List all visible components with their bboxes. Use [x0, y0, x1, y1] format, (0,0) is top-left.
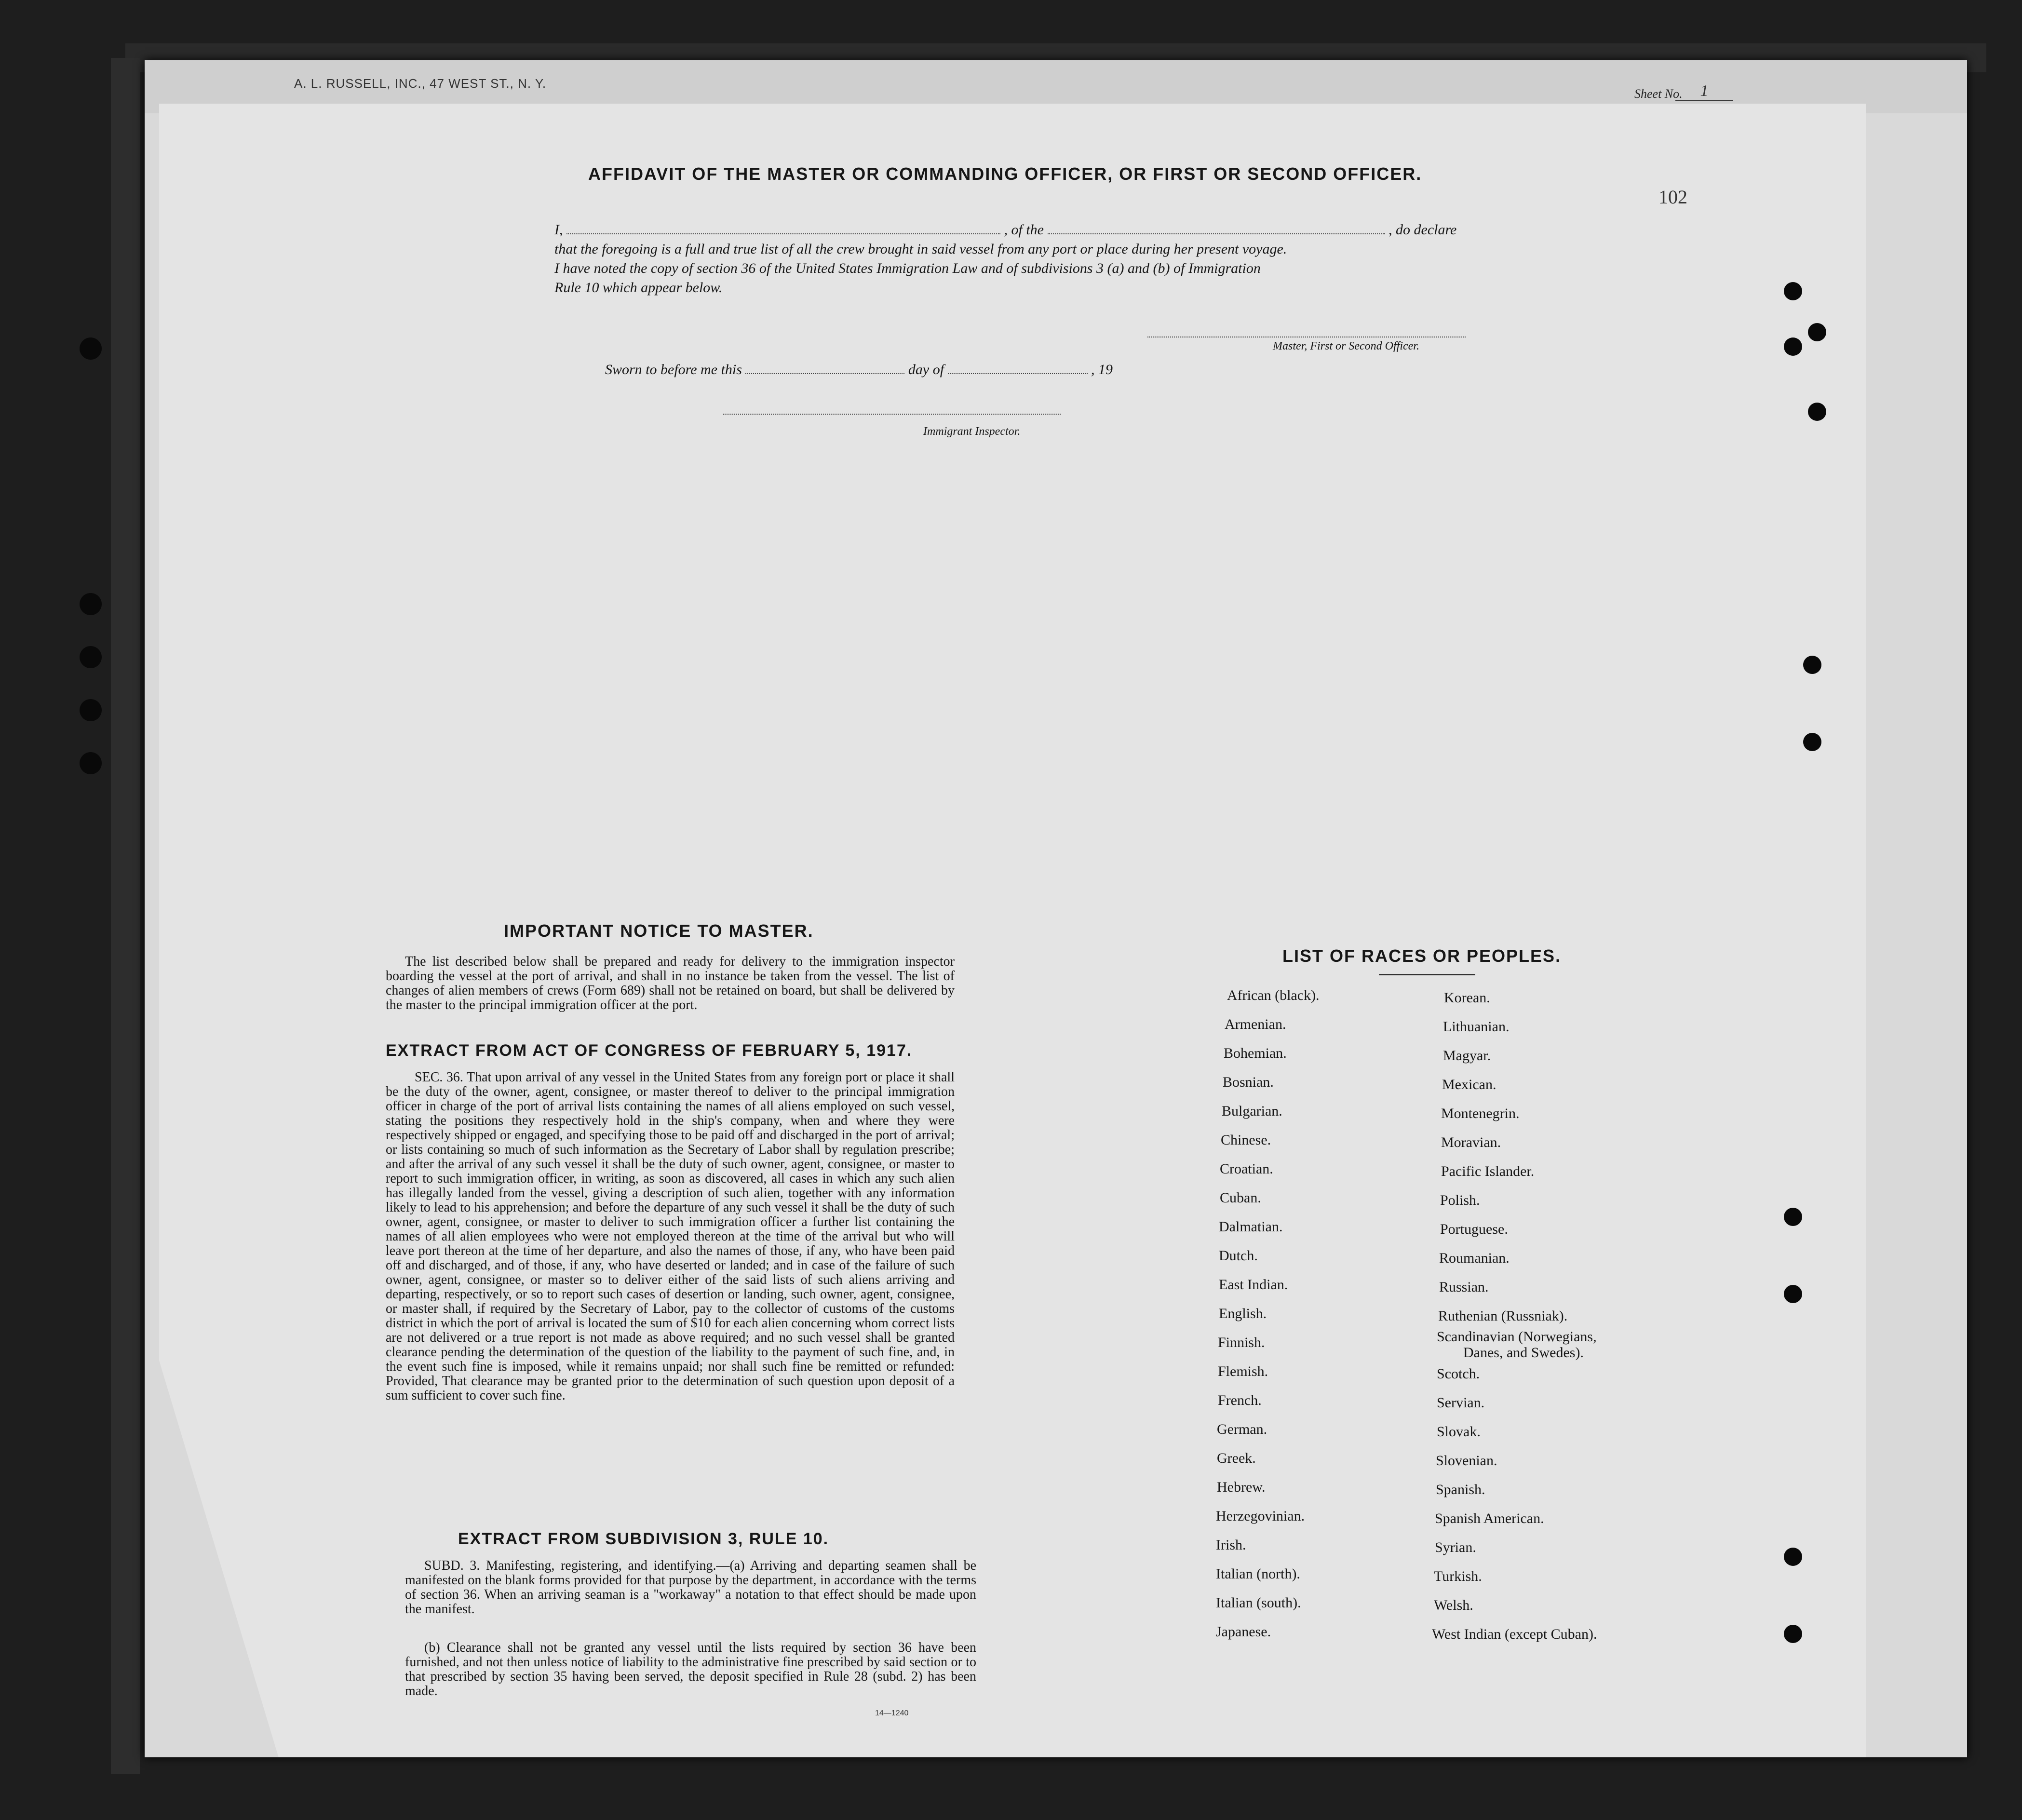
race-item: Dutch. [1219, 1248, 1258, 1264]
extract-act-title: EXTRACT FROM ACT OF CONGRESS OF FEBRUARY 5, 1917. [386, 1041, 913, 1060]
race-item: Hebrew. [1217, 1479, 1266, 1495]
race-item: Ruthenian (Russniak). [1438, 1308, 1568, 1324]
name-blank [566, 233, 1000, 234]
binder-hole [80, 593, 102, 615]
extract-rule-body-a: SUBD. 3. Manifesting, registering, and identifying.—(a) Arriving and departing seamen shall be manifested on the blank forms provided for that purpose by the department, in accordance with the terms of section 36. When an arriving seaman is a "workaway" a notation to that effect should be made upon the manifest. [405, 1558, 976, 1617]
binder-hole [1808, 323, 1826, 341]
binder-hole [1784, 1285, 1802, 1303]
race-item: Armenian. [1225, 1016, 1286, 1032]
race-item: Pacific Islander. [1441, 1163, 1535, 1179]
vessel-blank [1048, 233, 1385, 234]
sworn-text: Sworn to before me this [605, 362, 742, 377]
race-item: Slovak. [1437, 1424, 1481, 1440]
sheet-number-label: Sheet No. [1634, 87, 1683, 101]
race-item: Finnish. [1218, 1335, 1265, 1350]
extract-rule-title: EXTRACT FROM SUBDIVISION 3, RULE 10. [458, 1530, 829, 1548]
sworn-year: , 19 [1091, 362, 1113, 377]
binder-hole [1784, 337, 1802, 356]
binder-hole [1803, 733, 1821, 751]
race-item: Portuguese. [1440, 1221, 1508, 1237]
sheet-number-value: 1 [1675, 82, 1733, 101]
binder-hole [1803, 656, 1821, 674]
binder-hole [80, 699, 102, 721]
extract-rule-body-b: (b) Clearance shall not be granted any vessel until the lists required by section 36 have been furnished, and not then unless notice of liability to the administrative fine prescribed by said section or to that prescribed by section 35 having been served, the deposit specified in Rule 28 (subd. 2) has been made. [405, 1640, 976, 1699]
affidavit-line-3: I have noted the copy of section 36 of the United States Immigration Law and of subdivisions 3 (a) and (b) of Immigration [554, 260, 1261, 276]
race-item: Spanish American. [1435, 1510, 1544, 1526]
affidavit-line-4: Rule 10 which appear below. [554, 280, 723, 296]
page-edge-left [111, 58, 140, 1774]
races-title-rule [1379, 974, 1475, 975]
race-item: Greek. [1217, 1450, 1256, 1466]
sworn-line [605, 362, 1113, 378]
race-item: Turkish. [1434, 1568, 1482, 1584]
race-item: Slovenian. [1436, 1453, 1497, 1469]
binder-hole [1784, 1625, 1802, 1643]
race-item: German. [1217, 1421, 1267, 1437]
master-signature-caption: Master, First or Second Officer. [1273, 340, 1419, 352]
race-item: Magyar. [1443, 1048, 1491, 1064]
affidavit-i: I, [554, 222, 563, 238]
race-item: Scotch. [1437, 1366, 1480, 1382]
race-item: Chinese. [1221, 1132, 1271, 1148]
race-item: African (black). [1227, 987, 1320, 1003]
race-item: Moravian. [1441, 1134, 1501, 1150]
race-item: West Indian (except Cuban). [1432, 1626, 1597, 1642]
race-item: East Indian. [1219, 1277, 1288, 1293]
affidavit-of-the: , of the [1004, 222, 1044, 238]
binder-hole [80, 752, 102, 774]
race-item: Russian. [1439, 1279, 1489, 1295]
race-item: Italian (north). [1216, 1566, 1300, 1582]
race-item: Dalmatian. [1219, 1219, 1283, 1235]
binder-hole [1808, 403, 1826, 421]
binder-hole [1784, 1548, 1802, 1566]
race-item: Scandinavian (Norwegians, [1437, 1329, 1597, 1345]
binder-hole [80, 646, 102, 668]
race-item: French. [1218, 1392, 1262, 1408]
race-item: Welsh. [1434, 1597, 1473, 1613]
inspector-signature-line [723, 414, 1061, 415]
form-number: 14—1240 [875, 1709, 909, 1717]
race-item: English. [1219, 1306, 1267, 1321]
race-item: Servian. [1437, 1395, 1485, 1411]
race-item: Flemish. [1218, 1363, 1268, 1379]
race-item: Spanish. [1436, 1482, 1485, 1497]
sworn-day-of: day of [908, 362, 944, 377]
affidavit-line-1 [554, 222, 1456, 238]
race-item: Bosnian. [1223, 1074, 1274, 1090]
affidavit-title: AFFIDAVIT OF THE MASTER OR COMMANDING OFFICER, OR FIRST OR SECOND OFFICER. [588, 164, 1422, 184]
extract-act-body: SEC. 36. That upon arrival of any vessel in the United States from any foreign port or place it shall be the duty of the owner, agent, consignee, or master thereof to deliver to the principal immigration officer in charge of the port of arrival lists containing the names of all aliens employed on such vessel, stating the positions they respectively hold in the ship's company, when and where they were respectively shipped or engaged, and specifying those to be paid off and discharged in the port of arrival; or lists containing so much of such information as the Secretary of Labor shall by regulation prescribe; and after the arrival of any such vessel it shall be the duty of such owner, agent, consignee, or master to report to such immigration officer, in writing, as soon as discovered, all cases in which any such alien has illegally landed from the vessel, giving a description of such alien, together with any information likely to lead to his apprehension; and before the departure of any such vessel it shall be the duty of such owner, agent, consignee, or master to deliver to such immigration officer a further list containing the names of all alien employees who were not employed thereon at the time of the arrival but who will leave port thereon at the time of her departure, and also the names of those, if any, who have been paid off and discharged, and of those, if any, who have deserted or landed; and in case of the failure of such owner, agent, consignee, or master so to deliver either of the said lists of such aliens arriving and departing, respectively, or so to report such cases of desertion or landing, such owner, agent, consignee, or master shall, if required by the Secretary of Labor, pay to the collector of customs of the customs district in which the port of arrival is located the sum of $10 for each alien concerning whom correct lists are not delivered or a true report is not made as above required; and no such vessel shall be granted clearance pending the determination of the question of the liability to the payment of such fine, and, in the event such fine is imposed, while it remains unpaid; nor shall such fine be remitted or refunded: Provided, That clearance may be granted prior to the determination of such question upon deposit of a sum sufficient to cover such fine. [386, 1070, 955, 1403]
affidavit-sheet [159, 104, 1866, 1757]
affidavit-declare: , do declare [1388, 222, 1457, 238]
printer-imprint: A. L. RUSSELL, INC., 47 WEST ST., N. Y. [294, 76, 547, 91]
binder-hole [1784, 1208, 1802, 1226]
race-item: Polish. [1440, 1192, 1480, 1208]
notice-title: IMPORTANT NOTICE TO MASTER. [504, 921, 814, 941]
race-item: Korean. [1444, 990, 1490, 1006]
race-item: Herzegovinian. [1216, 1508, 1305, 1524]
race-item: Italian (south). [1216, 1595, 1301, 1611]
race-item: Montenegrin. [1441, 1105, 1520, 1121]
affidavit-line-2: that the foregoing is a full and true list of all the crew brought in said vessel from any port or place during her present voyage. [554, 241, 1287, 257]
race-item: Syrian. [1435, 1539, 1476, 1555]
inspector-signature-caption: Immigrant Inspector. [923, 425, 1021, 438]
race-item: Mexican. [1442, 1077, 1496, 1092]
race-item: Cuban. [1220, 1190, 1261, 1206]
race-item: Roumanian. [1439, 1250, 1510, 1266]
handwritten-page-reference: 102 [1658, 186, 1687, 208]
race-item: Bohemian. [1224, 1045, 1287, 1061]
sworn-month-blank [948, 373, 1088, 374]
races-title: LIST OF RACES OR PEOPLES. [1282, 946, 1562, 966]
sworn-day-blank [745, 373, 904, 374]
race-item: Bulgarian. [1222, 1103, 1282, 1119]
race-item: Irish. [1216, 1537, 1246, 1553]
race-item: Croatian. [1220, 1161, 1273, 1177]
race-item: Japanese. [1216, 1624, 1271, 1640]
binder-hole [80, 337, 102, 360]
binder-hole [1784, 282, 1802, 300]
race-item: Danes, and Swedes). [1463, 1345, 1584, 1361]
notice-body: The list described below shall be prepared and ready for delivery to the immigration inspector boarding the vessel at the port of arrival, and shall in no instance be taken from the vessel. The list of changes of alien members of crews (Form 689) shall not be retained on board, but shall be delivered by the master to the principal immigration officer at the port. [386, 954, 955, 1012]
race-item: Lithuanian. [1443, 1019, 1510, 1035]
